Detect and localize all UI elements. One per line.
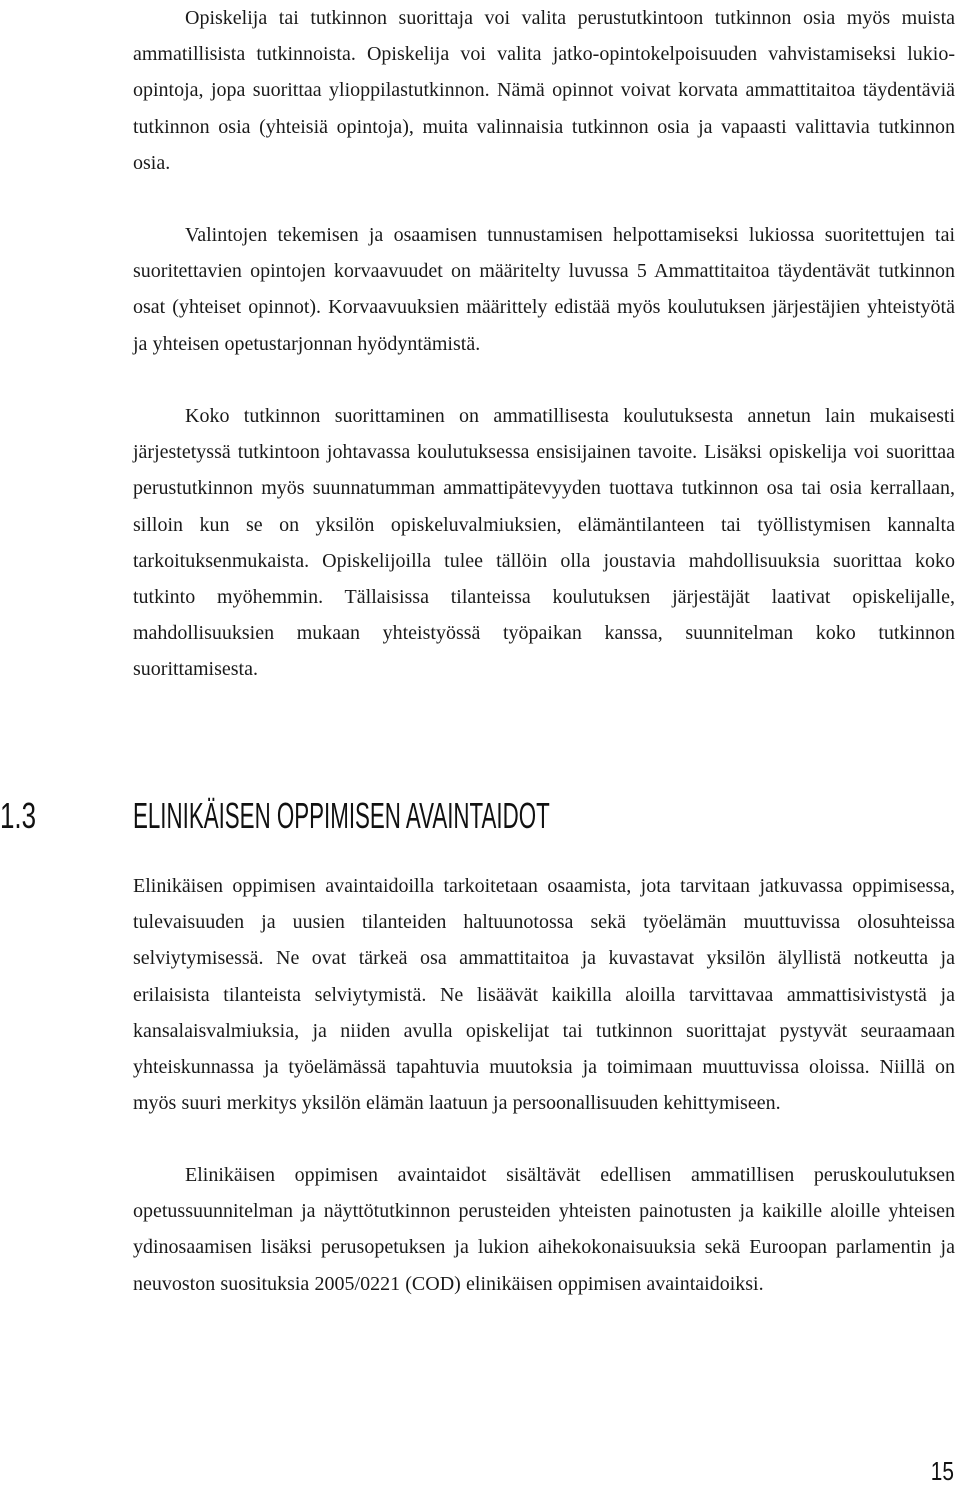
paragraph-text: Elinikäisen oppimisen avaintaidot sisältävät edellisen ammatillisen peruskoulutuksen opetussuunnitelman ja näyttötutkinnon perusteiden yhteisten painotusten ja kaikille aloille yhteisen ydinosaamisen lisäksi perusopetuksen ja lukion aihekokonaisuuksia sekä Euroopan parlamentin ja neuvoston suosituksia 2005/0221 (COD) elinikäisen oppimisen avaintaidoiksi. — [133, 1164, 955, 1295]
paragraph-text: Opiskelija tai tutkinnon suorittaja voi valita perustutkintoon tutkinnon osia myös muista ammatillisista tutkinnoista. Opiskelija voi valita jatko-opintokelpoisuuden vahvistamiseksi lukio-opintoja, jopa suorittaa ylioppilastutkinnon. Nämä opinnot voivat korvata ammattitaitoa täydentäviä tutkinnon osia (yhteisiä opintoja), muita valinnaisia tutkinnon osia ja vapaasti valittavia tutkinnon osia. — [133, 7, 955, 174]
page-number: 15 — [930, 1456, 954, 1486]
paragraph-text: Valintojen tekemisen ja osaamisen tunnustamisen helpottamiseksi lukiossa suoritettujen tai suoritettavien opintojen korvaavuudet on määritelty luvussa 5 Ammattitaitoa täydentävät tutkinnon osat (yhteiset opinnot). Korvaavuuksien määrittely edistää myös koulutuksen järjestäjien yhteistyötä ja yhteisen opetustarjonnan hyödyntämistä. — [133, 224, 955, 355]
section-heading — [0, 793, 960, 841]
paragraph-text: Koko tutkinnon suorittaminen on ammatillisesta koulutuksesta annetun lain mukaisesti järjestetyssä tutkintoon johtavassa koulutuksessa ensisijainen tavoite. Lisäksi opiskelija voi suorittaa perustutkinnon myös suunnatumman ammattipätevyyden tuottava tutkinnon osa tai osia kerrallaan, silloin kun se on yksilön opiskeluvalmiuksien, elämäntilanteen tai työllistymisen kannalta tarkoituksenmukaista. Opiskelijoilla tulee tällöin olla joustavia mahdollisuuksia suorittaa koko tutkinto myöhemmin. Tällaisissa tilanteissa koulutuksen järjestäjät laativat opiskelijalle, mahdollisuuksien mukaan yhteistyössä työpaikan kanssa, suunnitelman koko tutkinnon suorittamisesta. — [133, 405, 955, 681]
paragraph-2 — [133, 217, 955, 362]
paragraph-5 — [133, 1157, 955, 1302]
paragraph-3 — [133, 398, 955, 688]
paragraph-text: Elinikäisen oppimisen avaintaidoilla tarkoitetaan osaamista, jota tarvitaan jatkuvassa oppimisessa, tulevaisuuden ja uusien tilanteiden haltuunotossa sekä työelämän muuttuvissa olosuhteissa selviytymisessä. Ne ovat tärkeä osa ammattitaitoa ja kuvastavat yksilön älyllistä notkeutta ja erilaisista tilanteista selviytymistä. Ne lisäävät kaikilla aloilla tarvittavaa ammattisivistystä ja kansalaisvalmiuksia, ja niiden avulla opiskelijat tai tutkinnon suorittajat pystyvät seuraamaan yhteiskunnassa ja työelämässä tapahtuvia muutoksia ja toimimaan muuttuvissa oloissa. Niillä on myös suuri merkitys yksilön elämän laatuun ja persoonallisuuden kehittymiseen. — [133, 875, 955, 1115]
paragraph-1 — [133, 0, 955, 181]
section-title: ELINIKÄISEN OPPIMISEN AVAINTAIDOT — [133, 795, 550, 836]
paragraph-4 — [133, 868, 955, 1121]
section-number: 1.3 — [0, 795, 37, 836]
